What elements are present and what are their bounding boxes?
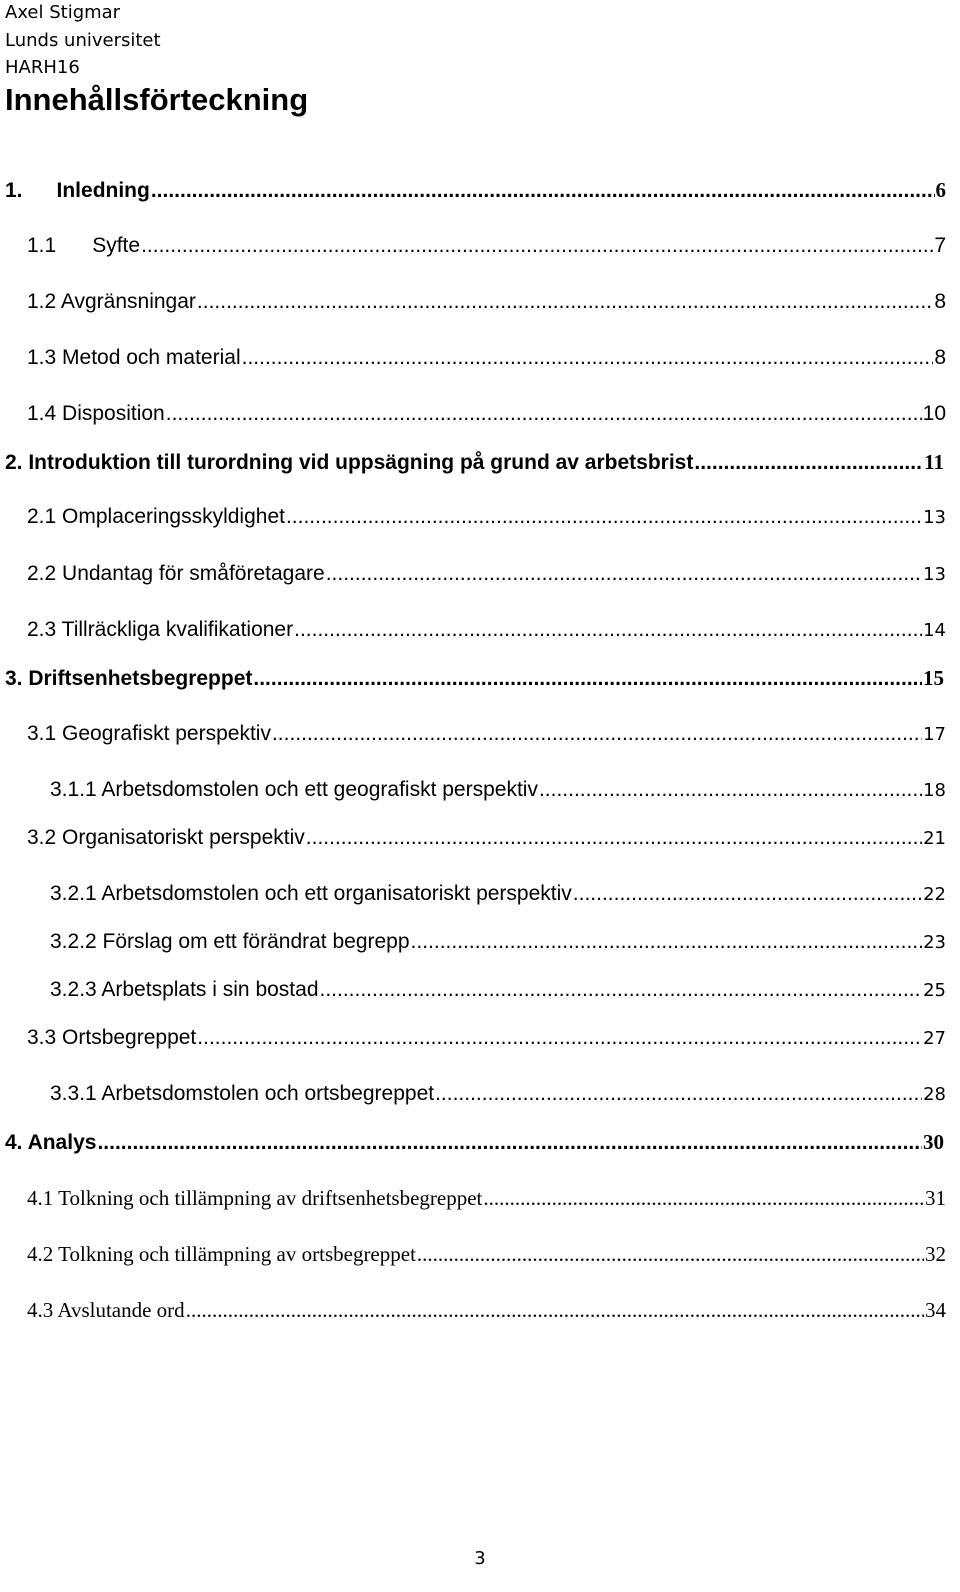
toc-entry-label: 1.3 Metod och material <box>27 346 241 369</box>
toc-entry-page: 25 <box>923 980 946 1001</box>
toc-entry-label: 1.2 Avgränsningar <box>27 290 196 313</box>
toc-entry-label: 2.2 Undantag för småföretagare <box>27 562 325 585</box>
toc-entry-label: 3.2.2 Förslag om ett förändrat begrepp <box>50 930 410 953</box>
toc-dot-leader <box>242 346 934 370</box>
toc-entry-label: 2.1 Omplaceringsskyldighet <box>27 505 285 528</box>
toc-dot-leader <box>435 1082 922 1106</box>
toc-entry-page: 31 <box>925 1186 946 1210</box>
toc-entry-label: 3.1 Geografiskt perspektiv <box>27 722 271 745</box>
toc-dot-leader <box>320 978 923 1002</box>
toc-entry[interactable] <box>27 402 946 426</box>
toc-entry[interactable] <box>27 826 946 850</box>
toc-dot-leader <box>411 930 923 954</box>
toc-entry[interactable] <box>27 1298 946 1323</box>
toc-entry-label: 2.3 Tillräckliga kvalifikationer <box>27 618 294 641</box>
toc-entry-label: 3.3 Ortsbegreppet <box>27 1026 197 1049</box>
toc-entry[interactable] <box>27 234 946 258</box>
toc-entry[interactable] <box>27 1242 946 1267</box>
toc-entry[interactable] <box>5 666 944 691</box>
toc-entry[interactable] <box>27 1026 946 1050</box>
toc-entry-page: 11 <box>924 450 944 474</box>
toc-dot-leader <box>197 1026 922 1050</box>
toc-dot-leader <box>272 722 922 746</box>
toc-entry-page: 6 <box>935 178 946 202</box>
toc-dot-leader <box>186 1298 924 1323</box>
toc-entry-page: 8 <box>934 346 946 369</box>
toc-dot-leader <box>306 826 922 850</box>
toc-entry[interactable] <box>27 346 946 370</box>
toc-entry[interactable] <box>27 505 946 529</box>
toc-entry-number: 1.1 <box>27 234 57 257</box>
toc-entry-label: 3.2.1 Arbetsdomstolen och ett organisatoriskt perspektiv <box>50 882 572 905</box>
toc-entry-page: 18 <box>923 780 946 801</box>
toc-entry[interactable] <box>50 778 946 802</box>
toc-entry[interactable] <box>27 618 946 642</box>
toc-entry-page: 28 <box>923 1084 946 1105</box>
toc-entry-page: 30 <box>923 1130 944 1154</box>
toc-dot-leader <box>141 234 933 258</box>
toc-entry-label: 4.3 Avslutande ord <box>27 1298 185 1322</box>
header-course: HARH16 <box>5 57 80 78</box>
toc-entry-label: 1.4 Disposition <box>27 402 165 425</box>
toc-dot-leader <box>417 1242 924 1267</box>
toc-entry-label: 3. Driftsenhetsbegreppet <box>5 667 253 690</box>
toc-dot-leader <box>151 179 935 203</box>
toc-entry-page: 15 <box>923 666 944 690</box>
toc-title: Innehållsförteckning <box>5 82 309 117</box>
toc-entry-page: 27 <box>923 1028 946 1049</box>
page-number: 3 <box>474 1548 486 1569</box>
toc-entry-label: 4.1 Tolkning och tillämpning av driftsenhetsbegreppet <box>27 1186 483 1210</box>
toc-entry[interactable] <box>50 978 946 1002</box>
toc-entry[interactable] <box>27 1186 946 1211</box>
toc-entry-label: 3.2 Organisatoriskt perspektiv <box>27 826 305 849</box>
toc-dot-leader <box>294 618 922 642</box>
toc-entry-label: 3.3.1 Arbetsdomstolen och ortsbegreppet <box>50 1082 435 1105</box>
toc-entry-page: 8 <box>934 290 946 313</box>
toc-dot-leader <box>253 667 922 691</box>
toc-entry-label: 3.2.3 Arbetsplats i sin bostad <box>50 978 319 1001</box>
toc-entry[interactable] <box>50 882 946 906</box>
toc-entry-page: 34 <box>925 1298 946 1322</box>
toc-dot-leader <box>539 778 922 802</box>
toc-entry-page: 14 <box>923 620 946 641</box>
toc-dot-leader <box>694 451 923 475</box>
toc-entry-label: Syfte <box>92 234 141 257</box>
toc-dot-leader <box>197 290 933 314</box>
toc-entry[interactable] <box>27 722 946 746</box>
toc-dot-leader <box>326 562 922 586</box>
toc-entry-page: 17 <box>923 724 946 745</box>
toc-entry-page: 13 <box>923 507 946 528</box>
toc-entry-page: 22 <box>923 884 946 905</box>
toc-entry-page: 23 <box>923 932 946 953</box>
toc-entry-label: 4. Analys <box>5 1131 97 1154</box>
toc-entry-label: 2. Introduktion till turordning vid uppsägning på grund av arbetsbrist <box>5 451 694 474</box>
toc-entry-page: 32 <box>925 1242 946 1266</box>
toc-entry-label: Inledning <box>56 179 150 202</box>
toc-dot-leader <box>573 882 922 906</box>
toc-dot-leader <box>97 1131 922 1155</box>
toc-entry-label: 3.1.1 Arbetsdomstolen och ett geografiskt perspektiv <box>50 778 538 801</box>
toc-entry[interactable] <box>50 1082 946 1106</box>
toc-entry[interactable] <box>27 290 946 314</box>
toc-entry-page: 13 <box>923 564 946 585</box>
header-university: Lunds universitet <box>5 30 161 51</box>
toc-entry-number: 1. <box>5 179 23 202</box>
toc-dot-leader <box>166 402 922 426</box>
toc-entry[interactable] <box>27 562 946 586</box>
toc-dot-leader <box>286 505 922 529</box>
toc-dot-leader <box>483 1186 924 1211</box>
toc-entry-page: 10 <box>922 402 946 425</box>
toc-entry-page: 21 <box>923 828 946 849</box>
toc-entry[interactable] <box>5 178 946 203</box>
toc-entry[interactable] <box>5 450 944 475</box>
toc-entry[interactable] <box>50 930 946 954</box>
header-author: Axel Stigmar <box>5 2 121 23</box>
toc-entry-label: 4.2 Tolkning och tillämpning av ortsbegreppet <box>27 1242 416 1266</box>
toc-entry-page: 7 <box>934 234 946 257</box>
toc-entry[interactable] <box>5 1130 944 1155</box>
